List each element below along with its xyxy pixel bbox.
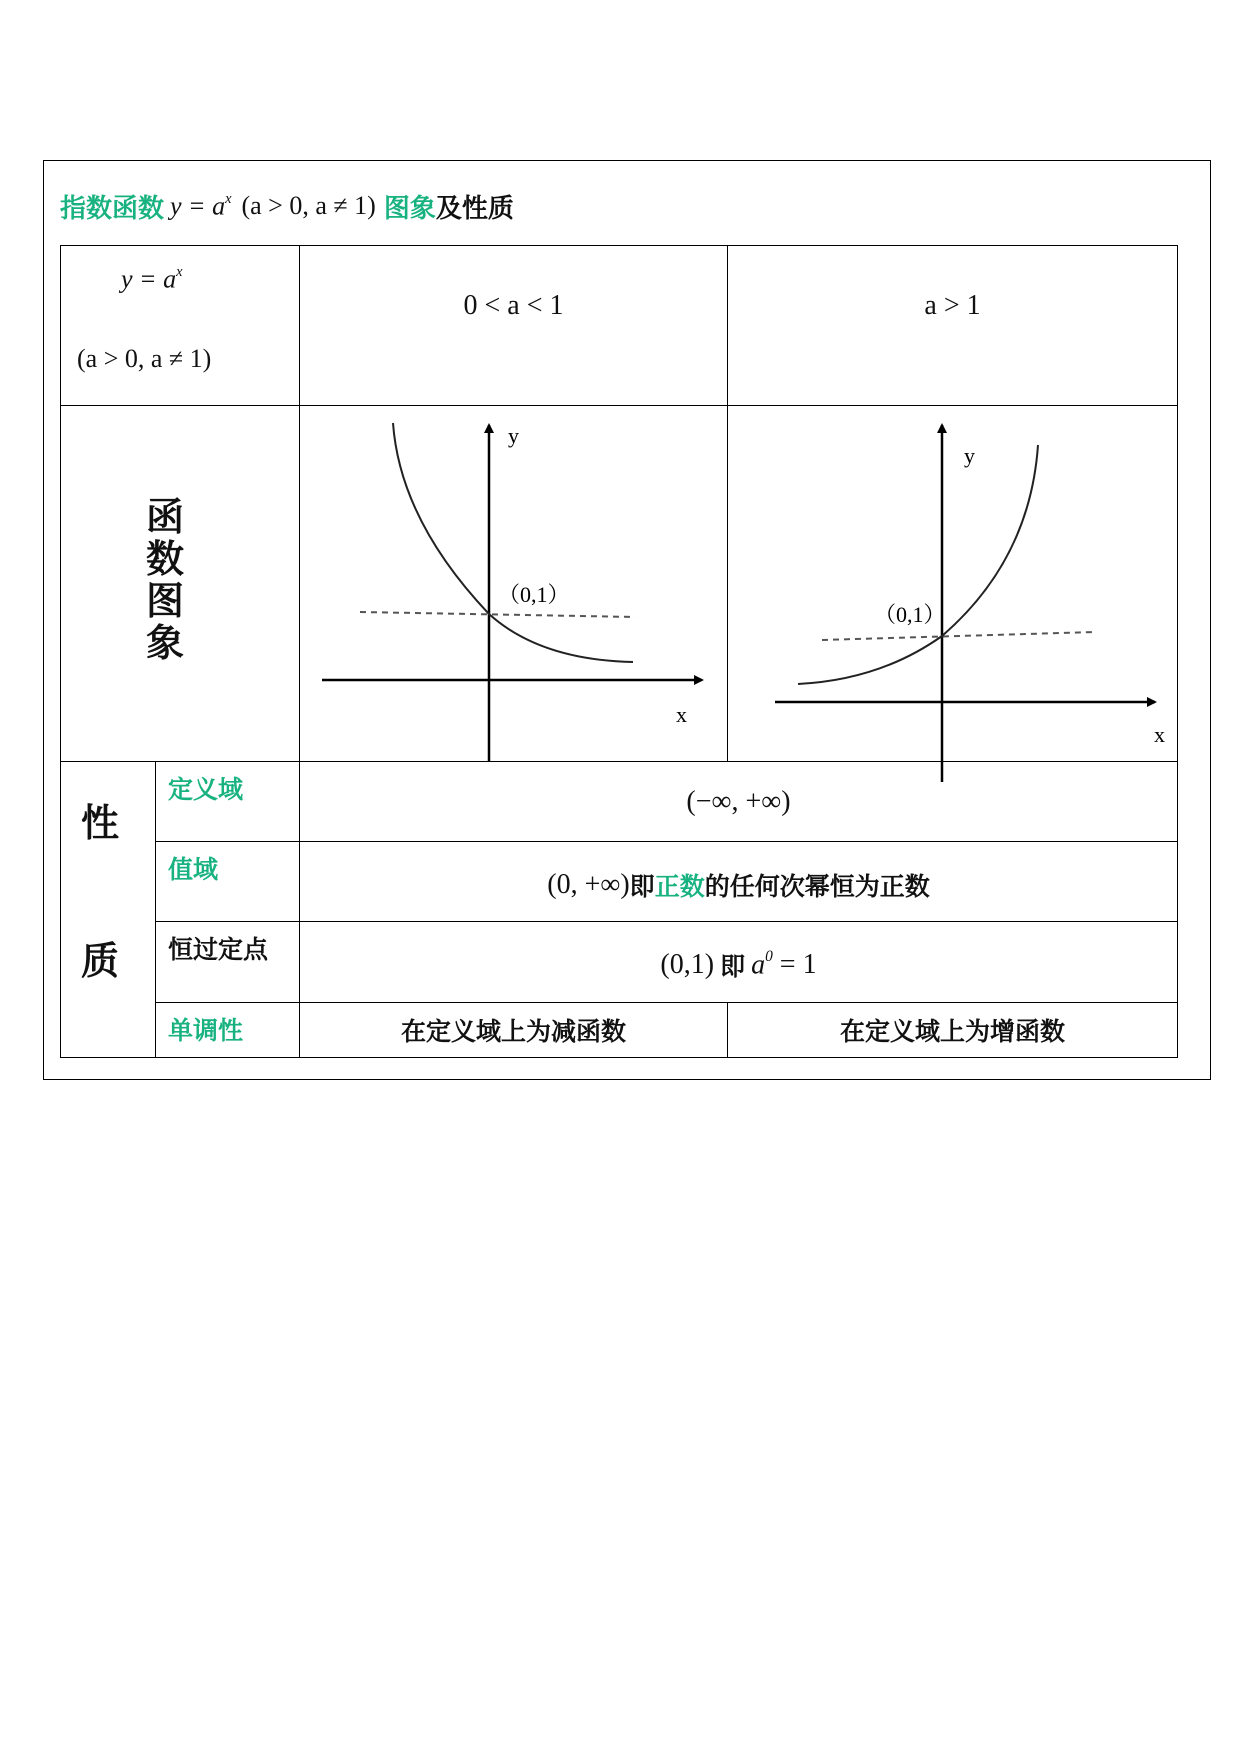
property-group-cell (60, 761, 156, 1058)
graph-right-cell (727, 405, 1178, 762)
title-part1: 指数函数 (60, 193, 165, 224)
right-point-label: （0,1） (874, 602, 946, 627)
monotonic-right-cell (727, 1002, 1178, 1058)
graph-left-cell (299, 405, 728, 762)
header-col1-text: 0 < a < 1 (463, 290, 564, 321)
fixed-point-value: (0,1) (660, 949, 715, 980)
fixed-point-note: 即 (720, 952, 746, 981)
title-part2: 图象 (383, 193, 436, 224)
range-label: 值域 (168, 855, 219, 884)
range-label-cell (155, 841, 300, 922)
title-condition: (a > 0, a ≠ 1) (241, 191, 376, 220)
header-col2-text: a > 1 (924, 290, 981, 321)
fixed-point-label-cell (155, 921, 300, 1003)
header-func: $y = a^x$ (121, 264, 183, 294)
header-col2 (727, 245, 1178, 406)
range-note-green: 正数 (654, 871, 705, 901)
fixed-point-formula: $a^0$ (751, 948, 773, 981)
header-cond: (a > 0, a ≠ 1) (77, 344, 212, 373)
right-x-label: x (1154, 722, 1165, 747)
header-func-cell (60, 245, 300, 406)
left-y-label: y (508, 423, 519, 448)
page-title (60, 186, 514, 226)
graph-label: 函 数 图 象 (146, 495, 185, 665)
range-value-cell (299, 841, 1178, 922)
property-group-bottom: 质 (81, 939, 120, 983)
range-note1: 即 (629, 871, 655, 901)
domain-label-cell (155, 761, 300, 842)
monotonic-left: 在定义域上为减函数 (400, 1017, 626, 1046)
left-point-label: （0,1） (498, 582, 570, 607)
domain-value: (−∞, +∞) (686, 785, 791, 817)
domain-label: 定义域 (168, 775, 244, 804)
header-col1 (299, 245, 728, 406)
monotonic-label-cell (155, 1002, 300, 1058)
fixed-point-formula-rest: = 1 (772, 949, 817, 980)
fixed-point-value-cell (299, 921, 1178, 1003)
right-y-label: y (964, 443, 975, 468)
monotonic-label: 单调性 (168, 1016, 244, 1045)
domain-value-cell (299, 761, 1178, 842)
graph-label-cell (60, 405, 300, 762)
property-group-top: 性 (81, 801, 120, 845)
range-note2: 的任何次幂恒为正数 (704, 871, 930, 901)
left-x-label: x (676, 702, 687, 727)
title-part3: 及性质 (435, 193, 514, 224)
fixed-point-label: 恒过定点 (168, 935, 269, 964)
monotonic-left-cell (299, 1002, 728, 1058)
title-formula: $y = a^x$ (170, 190, 232, 221)
range-value: (0, +∞) (547, 868, 630, 900)
monotonic-right: 在定义域上为增函数 (839, 1017, 1065, 1046)
